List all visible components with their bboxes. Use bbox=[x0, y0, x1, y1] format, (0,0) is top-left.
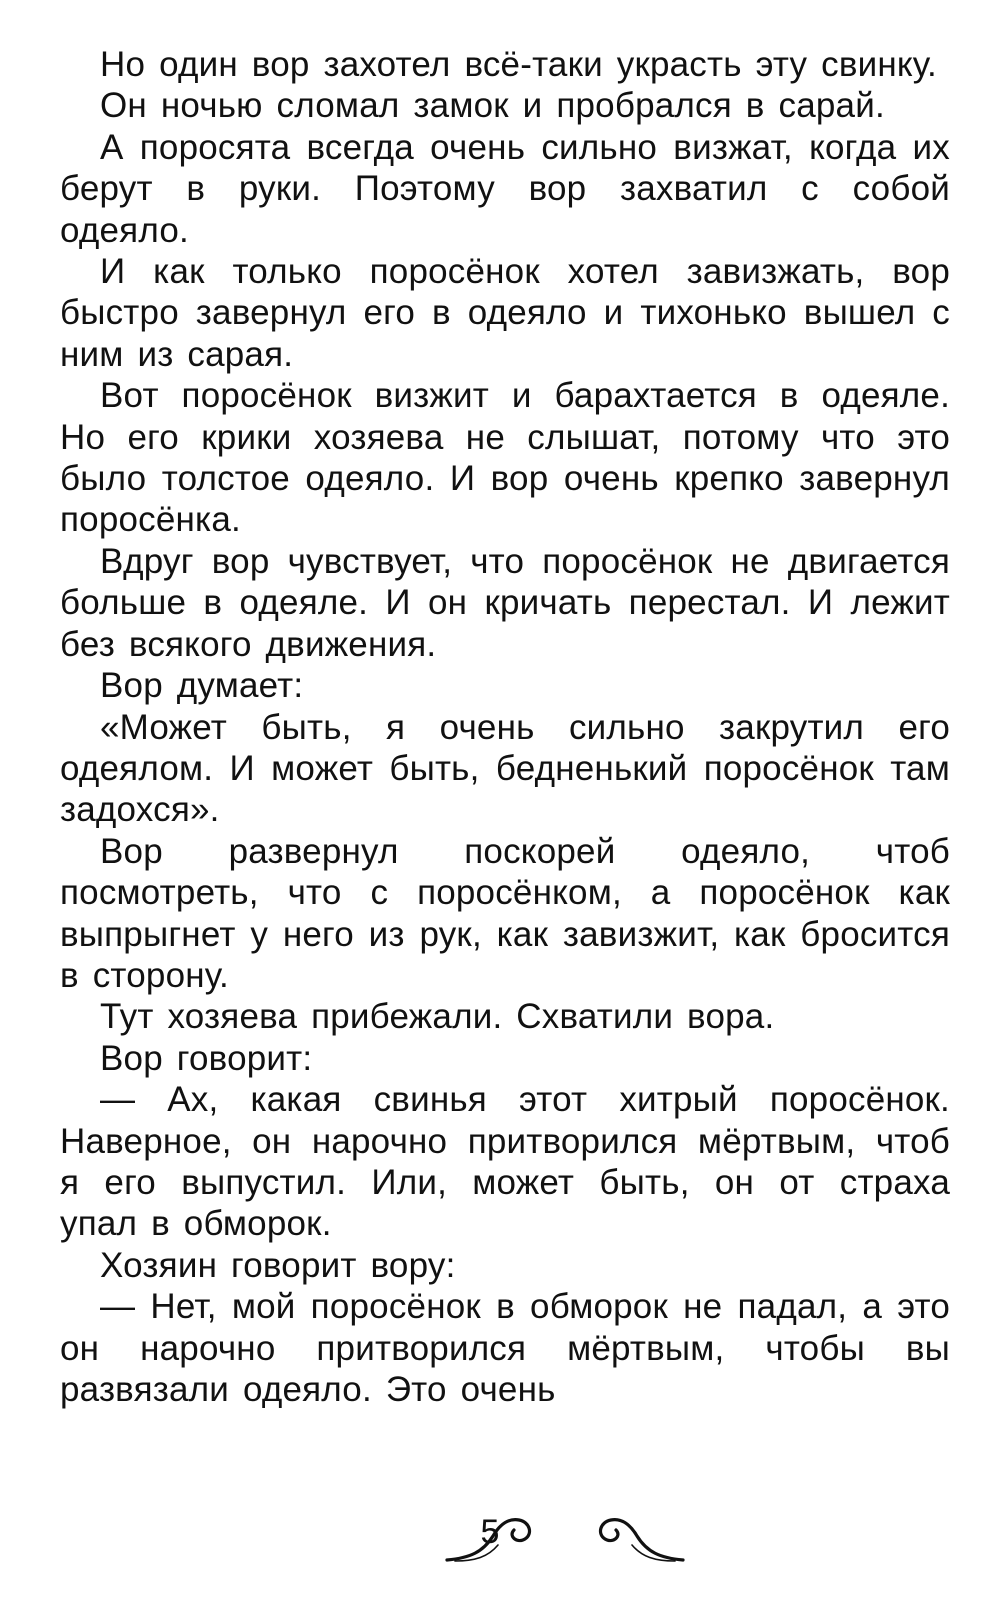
paragraph-5: Вот поросёнок визжит и барахтается в одеяле. Но его крики хозяева не слышат, потому что это было толстое одеяло. И вор очень крепко завернул поросёнка. bbox=[60, 376, 950, 540]
paragraph-7: Вор думает: bbox=[100, 666, 304, 706]
paragraph-12: — Ах, какая свинья этот хитрый поросёнок. Наверное, он нарочно притворился мёртвым, чтоб я его выпустил. Или, может быть, он от страха упал в обморок. bbox=[60, 1080, 950, 1244]
paragraph-4: И как только поросёнок хотел завизжать, вор быстро завернул его в одеяло и тихонько вышел с ним из сарая. bbox=[60, 252, 950, 374]
paragraph-2: Он ночью сломал замок и пробрался в сарай. bbox=[100, 86, 885, 126]
paragraph-3: А поросята всегда очень сильно визжат, когда их берут в руки. Поэтому вор захватил с собой одеяло. bbox=[60, 127, 950, 250]
page-number: 5 bbox=[480, 1513, 500, 1551]
paragraph-11: Вор говорит: bbox=[100, 1038, 313, 1078]
paragraph-6: Вдруг вор чувствует, что поросёнок не двигается больше в одеяле. И он кричать перестал. И лежит без всякого движения. bbox=[60, 541, 950, 664]
right-ornament-icon bbox=[515, 1508, 755, 1568]
paragraph-10: Тут хозяева прибежали. Схватили вора. bbox=[100, 997, 775, 1037]
paragraph-1: Но один вор захотел всё-таки украсть эту свинку. bbox=[100, 45, 937, 84]
paragraph-14: — Нет, мой поросёнок в обморок не падал, а это он нарочно притворился мёртвым, чтобы вы развязали одеяло. Это очень bbox=[60, 1287, 950, 1409]
paragraph-8: «Может быть, я очень сильно закрутил его одеялом. И может быть, бедненький поросёнок там задохся». bbox=[60, 707, 950, 830]
paragraph-9: Вор развернул поскорей одеяло, чтоб посмотреть, что с поросёнком, а поросёнок как выпрыгнет у него из рук, как завизжит, как бросится в сторону. bbox=[60, 831, 950, 995]
page-text bbox=[60, 44, 950, 1410]
paragraph-13: Хозяин говорит вору: bbox=[100, 1245, 456, 1285]
page-footer bbox=[0, 1508, 1000, 1568]
